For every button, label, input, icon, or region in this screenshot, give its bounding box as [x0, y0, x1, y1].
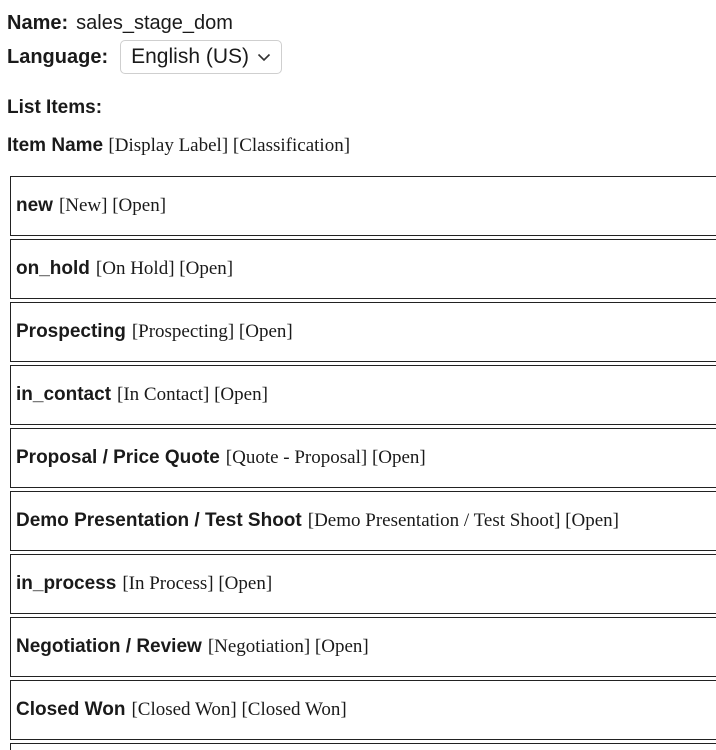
- list-item[interactable]: [10, 680, 716, 740]
- list-item-meta: [Negotiation] [Open]: [207, 636, 369, 657]
- list-item[interactable]: [10, 491, 716, 551]
- chevron-down-icon: [257, 53, 271, 62]
- language-row: [7, 38, 282, 76]
- list-item[interactable]: [10, 554, 716, 614]
- list-column-header: [7, 132, 350, 160]
- list-items: [10, 176, 716, 750]
- list-item[interactable]: [10, 302, 716, 362]
- list-item-meta: [Demo Presentation / Test Shoot] [Open]: [307, 510, 619, 531]
- list-items-title: List Items:: [7, 97, 103, 118]
- list-item[interactable]: [10, 743, 716, 750]
- list-item-name: Negotiation / Review: [16, 636, 202, 657]
- language-select-value: English (US): [131, 45, 249, 68]
- list-item-name: new: [16, 195, 53, 216]
- list-item-meta: [Closed Won] [Closed Won]: [131, 699, 347, 720]
- language-label: Language:: [7, 45, 109, 68]
- list-item-name: in_process: [16, 573, 117, 594]
- list-item-meta: [New] [Open]: [58, 195, 167, 216]
- list-item-meta: [Prospecting] [Open]: [131, 321, 293, 342]
- language-select[interactable]: [120, 40, 282, 74]
- list-item[interactable]: [10, 365, 716, 425]
- header-label-classification: [Display Label] [Classification]: [108, 135, 351, 156]
- list-item[interactable]: [10, 617, 716, 677]
- list-item-meta: [Quote - Proposal] [Open]: [225, 447, 426, 468]
- list-item-name: Prospecting: [16, 321, 126, 342]
- header-item-name: Item Name: [7, 135, 104, 156]
- list-item[interactable]: [10, 176, 716, 236]
- list-item-name: in_contact: [16, 384, 112, 405]
- list-item-name: on_hold: [16, 258, 90, 279]
- list-item-meta: [On Hold] [Open]: [95, 258, 234, 279]
- list-item-name: Demo Presentation / Test Shoot: [16, 510, 302, 531]
- name-value: sales_stage_dom: [76, 12, 233, 34]
- list-item[interactable]: [10, 239, 716, 299]
- list-item-meta: [In Process] [Open]: [122, 573, 273, 594]
- name-row: [7, 10, 233, 36]
- list-item-meta: [In Contact] [Open]: [117, 384, 268, 405]
- name-label: Name:: [7, 12, 69, 34]
- list-item[interactable]: [10, 428, 716, 488]
- list-item-name: Closed Won: [16, 699, 126, 720]
- list-item-name: Proposal / Price Quote: [16, 447, 220, 468]
